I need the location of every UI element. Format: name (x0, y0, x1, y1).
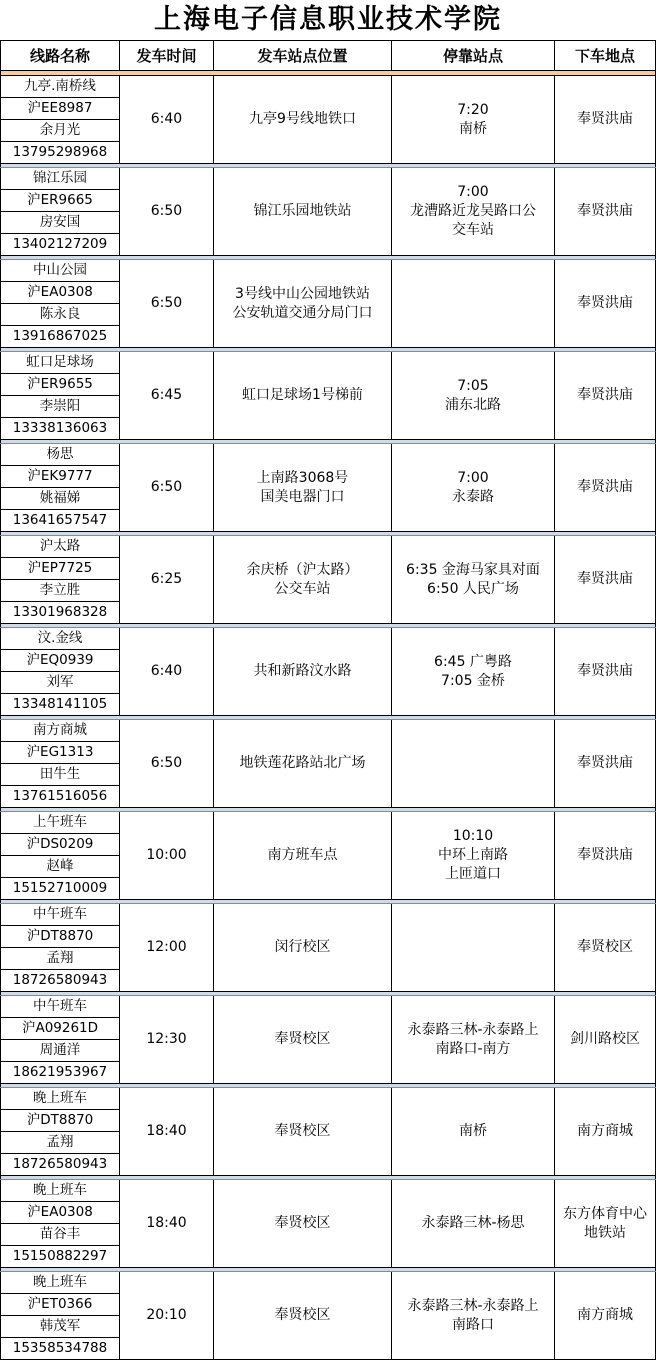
stops: 永泰路三林-杨思 (392, 1180, 555, 1268)
stops (392, 720, 555, 808)
route-name: 晚上班车 (1, 1088, 120, 1110)
plate-number: 沪EP7725 (1, 558, 120, 580)
route-row (1, 260, 656, 282)
header-destination: 下车地点 (555, 41, 656, 71)
route-row (1, 352, 656, 374)
driver-name: 周通洋 (1, 1040, 120, 1062)
stops: 6:35 金海马家具对面 6:50 人民广场 (392, 536, 555, 624)
departure-location: 闵行校区 (214, 904, 392, 992)
destination: 剑川路校区 (555, 996, 656, 1084)
stops: 7:20 南桥 (392, 76, 555, 164)
route-name: 沪太路 (1, 536, 120, 558)
plate-number: 沪ER9665 (1, 190, 120, 212)
stops: 10:10 中环上南路 上匝道口 (392, 812, 555, 900)
departure-location: 南方班车点 (214, 812, 392, 900)
departure-location: 余庆桥（沪太路） 公交车站 (214, 536, 392, 624)
route-row (1, 628, 656, 650)
departure-location: 奉贤校区 (214, 1272, 392, 1360)
route-name: 虹口足球场 (1, 352, 120, 374)
driver-phone: 18621953967 (1, 1062, 120, 1084)
driver-phone: 15152710009 (1, 878, 120, 900)
route-name: 上午班车 (1, 812, 120, 834)
departure-location: 奉贤校区 (214, 1180, 392, 1268)
route-name: 中午班车 (1, 904, 120, 926)
destination: 奉贤洪庙 (555, 720, 656, 808)
destination: 奉贤洪庙 (555, 536, 656, 624)
route-row (1, 1180, 656, 1202)
route-row (1, 812, 656, 834)
departure-time: 18:40 (120, 1088, 214, 1176)
departure-location: 地铁莲花路站北广场 (214, 720, 392, 808)
driver-name: 余月光 (1, 120, 120, 142)
driver-name: 孟翔 (1, 1132, 120, 1154)
destination: 奉贤洪庙 (555, 76, 656, 164)
stops: 永泰路三林-永泰路上 南路口-南方 (392, 996, 555, 1084)
destination: 奉贤洪庙 (555, 812, 656, 900)
driver-phone: 15150882297 (1, 1246, 120, 1268)
destination: 东方体育中心 地铁站 (555, 1180, 656, 1268)
departure-time: 18:40 (120, 1180, 214, 1268)
header-stops: 停靠站点 (392, 41, 555, 71)
departure-time: 6:50 (120, 168, 214, 256)
plate-number: 沪DT8870 (1, 1110, 120, 1132)
route-row (1, 76, 656, 98)
route-row (1, 1272, 656, 1294)
stops (392, 904, 555, 992)
stops (392, 260, 555, 348)
departure-time: 12:00 (120, 904, 214, 992)
plate-number: 沪ER9655 (1, 374, 120, 396)
departure-time: 6:50 (120, 444, 214, 532)
plate-number: 沪DS0209 (1, 834, 120, 856)
plate-number: 沪EQ0939 (1, 650, 120, 672)
plate-number: 沪EG1313 (1, 742, 120, 764)
driver-phone: 13761516056 (1, 786, 120, 808)
route-name: 中午班车 (1, 996, 120, 1018)
driver-phone: 13402127209 (1, 234, 120, 256)
departure-time: 6:40 (120, 76, 214, 164)
stops: 7:05 浦东北路 (392, 352, 555, 440)
destination: 奉贤校区 (555, 904, 656, 992)
departure-location: 锦江乐园地铁站 (214, 168, 392, 256)
driver-name: 赵峰 (1, 856, 120, 878)
departure-location: 奉贤校区 (214, 996, 392, 1084)
driver-phone: 13338136063 (1, 418, 120, 440)
plate-number: 沪EA0308 (1, 1202, 120, 1224)
stops: 6:45 广粤路 7:05 金桥 (392, 628, 555, 716)
header-departure-location: 发车站点位置 (214, 41, 392, 71)
departure-time: 6:50 (120, 260, 214, 348)
driver-name: 陈永良 (1, 304, 120, 326)
route-row (1, 536, 656, 558)
departure-location: 虹口足球场1号梯前 (214, 352, 392, 440)
plate-number: 沪A09261D (1, 1018, 120, 1040)
driver-name: 李崇阳 (1, 396, 120, 418)
header-row (1, 41, 656, 71)
departure-time: 6:45 (120, 352, 214, 440)
departure-time: 12:30 (120, 996, 214, 1084)
driver-phone: 15358534788 (1, 1338, 120, 1360)
plate-number: 沪EA0308 (1, 282, 120, 304)
plate-number: 沪DT8870 (1, 926, 120, 948)
route-row (1, 1088, 656, 1110)
driver-name: 韩茂军 (1, 1316, 120, 1338)
route-row (1, 720, 656, 742)
destination: 奉贤洪庙 (555, 168, 656, 256)
destination: 奉贤洪庙 (555, 628, 656, 716)
schedule-body (1, 71, 656, 1360)
destination: 奉贤洪庙 (555, 260, 656, 348)
driver-phone: 13795298968 (1, 142, 120, 164)
destination: 奉贤洪庙 (555, 444, 656, 532)
departure-time: 6:50 (120, 720, 214, 808)
driver-phone: 13348141105 (1, 694, 120, 716)
driver-name: 苗谷丰 (1, 1224, 120, 1246)
route-name: 中山公园 (1, 260, 120, 282)
departure-location: 上南路3068号 国美电器门口 (214, 444, 392, 532)
departure-time: 20:10 (120, 1272, 214, 1360)
header-route-name: 线路名称 (1, 41, 120, 71)
header-departure-time: 发车时间 (120, 41, 214, 71)
driver-name: 房安国 (1, 212, 120, 234)
destination: 南方商城 (555, 1088, 656, 1176)
destination: 奉贤洪庙 (555, 352, 656, 440)
driver-name: 刘军 (1, 672, 120, 694)
stops: 南桥 (392, 1088, 555, 1176)
stops: 7:00 龙漕路近龙吴路口公 交车站 (392, 168, 555, 256)
bus-schedule-table (0, 40, 656, 1360)
route-name: 锦江乐园 (1, 168, 120, 190)
driver-phone: 13301968328 (1, 602, 120, 624)
route-name: 汶.金线 (1, 628, 120, 650)
route-name: 九亭.南桥线 (1, 76, 120, 98)
departure-time: 6:25 (120, 536, 214, 624)
route-name: 杨思 (1, 444, 120, 466)
route-name: 南方商城 (1, 720, 120, 742)
route-row (1, 168, 656, 190)
driver-phone: 18726580943 (1, 1154, 120, 1176)
route-row (1, 996, 656, 1018)
departure-location: 奉贤校区 (214, 1088, 392, 1176)
plate-number: 沪ET0366 (1, 1294, 120, 1316)
departure-time: 6:40 (120, 628, 214, 716)
route-name: 晚上班车 (1, 1272, 120, 1294)
driver-phone: 13916867025 (1, 326, 120, 348)
departure-location: 九亭9号线地铁口 (214, 76, 392, 164)
driver-name: 李立胜 (1, 580, 120, 602)
stops: 7:00 永泰路 (392, 444, 555, 532)
stops: 永泰路三林-永泰路上 南路口 (392, 1272, 555, 1360)
driver-phone: 13641657547 (1, 510, 120, 532)
driver-phone: 18726580943 (1, 970, 120, 992)
destination: 南方商城 (555, 1272, 656, 1360)
plate-number: 沪EE8987 (1, 98, 120, 120)
page-title: 上海电子信息职业技术学院 (154, 4, 502, 35)
driver-name: 孟翔 (1, 948, 120, 970)
driver-name: 田牛生 (1, 764, 120, 786)
departure-location: 3号线中山公园地铁站 公安轨道交通分局门口 (214, 260, 392, 348)
route-row (1, 444, 656, 466)
route-row (1, 904, 656, 926)
plate-number: 沪EK9777 (1, 466, 120, 488)
route-name: 晚上班车 (1, 1180, 120, 1202)
departure-time: 10:00 (120, 812, 214, 900)
driver-name: 姚福娣 (1, 488, 120, 510)
departure-location: 共和新路汶水路 (214, 628, 392, 716)
